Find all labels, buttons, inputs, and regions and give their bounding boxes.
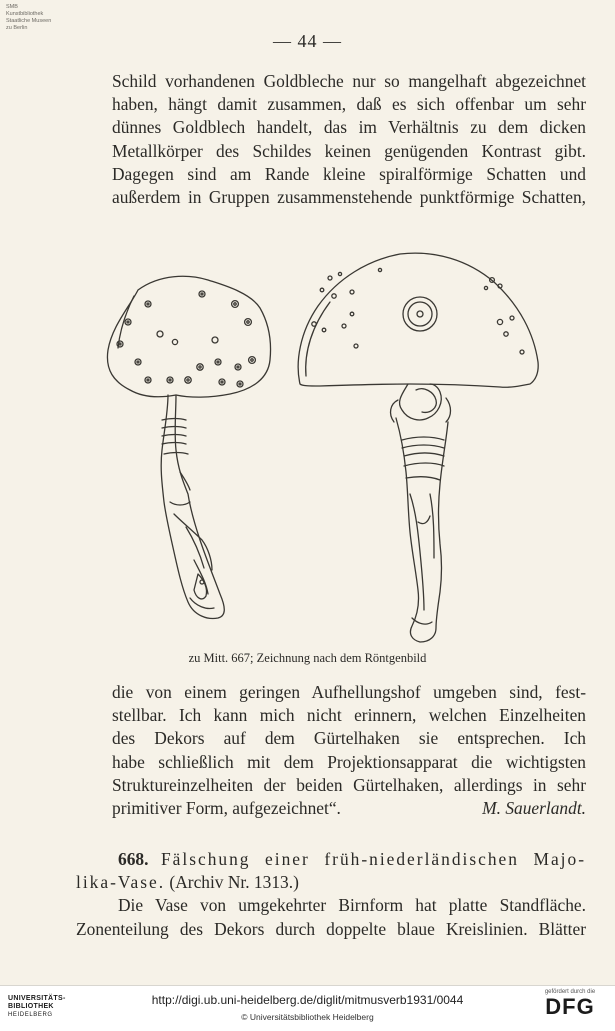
text-line: des Dekors auf dem Gürtelhaken sie entsprechen. Ich <box>112 728 586 749</box>
stamp-line: Staatliche Museen <box>6 18 52 24</box>
stamp-line: zu Berlin <box>6 25 28 31</box>
section-title-part1: Fälschung einer früh-niederländischen Majo- <box>161 849 586 869</box>
stamp-line: Kunstbibliothek <box>6 11 44 17</box>
section-668 <box>76 848 586 941</box>
library-city: HEIDELBERG <box>8 1012 53 1018</box>
dfg-logo <box>535 989 605 1019</box>
text-line-with-signature <box>112 797 586 820</box>
text-line: Die Vase von umgekehrter Birnform hat platte Standfläche. <box>118 895 586 916</box>
text-line: Struktureinzelheiten der beiden Gürtelhaken, allerdings in sehr <box>112 774 586 795</box>
library-name-line: BIBLIOTHEK <box>8 1003 54 1010</box>
text-line: dünnes Goldblech handelt, das im Verhältnis zu dem dicken <box>112 117 586 138</box>
text-line: außerdem in Gruppen zusammenstehende punktförmige Schatten, <box>112 187 586 208</box>
copyright-notice: © Universitätsbibliothek Heidelberg <box>241 1012 374 1022</box>
section-heading <box>76 848 586 871</box>
section-heading-cont <box>76 871 586 894</box>
text-line: die von einem geringen Aufhellungshof umgeben sind, fest- <box>112 682 586 702</box>
library-stamp <box>6 4 51 32</box>
funder-note: gefördert durch die <box>544 989 596 995</box>
library-name-line: UNIVERSITÄTS- <box>8 995 66 1002</box>
text-line-end: primitiver Form, aufgezeichnet“. <box>112 798 341 819</box>
author-signature: M. Sauerlandt. <box>482 798 586 819</box>
section-number: 668. <box>118 849 149 869</box>
footer-bar <box>0 985 615 1031</box>
stamp-line: SMB <box>6 4 18 10</box>
section-title-part2: lika-Vase. <box>76 872 166 893</box>
page-number: — 44 — <box>273 31 342 51</box>
text-line: Metallkörper des Schildes keinen genügenden Kontrast gibt. <box>112 140 586 161</box>
belt-hook-drawing <box>90 222 560 647</box>
archive-number: (Archiv Nr. 1313.) <box>169 872 299 893</box>
text-line: stellbar. Ich kann mich nicht erinnern, welchen Einzelheiten <box>112 705 586 726</box>
text-line: Schild vorhandenen Goldbleche nur so mangelhaft abgezeichnet <box>112 71 586 91</box>
text-line: Zonenteilung des Dekors durch doppelte blaue Kreislinien. Blätter <box>76 918 586 939</box>
text-line: Dagegen sind am Rande kleine spiralförmige Schatten und <box>112 163 586 184</box>
text-line: habe schließlich mit dem Projektionsapparat die wichtigsten <box>112 751 586 772</box>
text-line: haben, hängt damit zusammen, daß es sich offenbar um sehr <box>112 94 586 115</box>
paragraph-middle <box>112 681 586 820</box>
paragraph-top <box>112 70 586 209</box>
figure-caption: zu Mitt. 667; Zeichnung nach dem Röntgenbild <box>188 651 427 665</box>
permalink-url[interactable]: http://digi.ub.uni-heidelberg.de/diglit/mitmusverb1931/0044 <box>151 993 464 1007</box>
funder-name: DFG <box>545 994 595 1019</box>
